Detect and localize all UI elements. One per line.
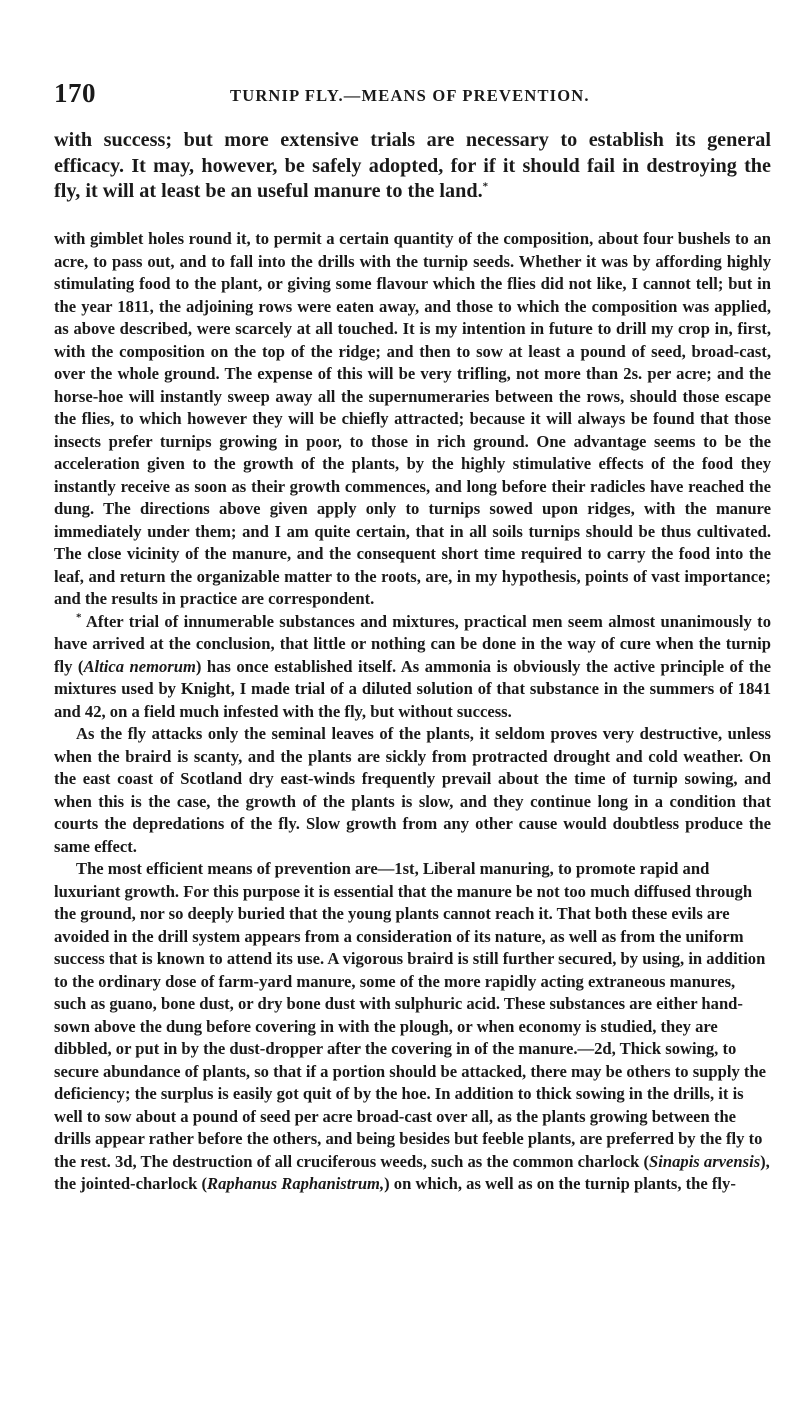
footnote-text: After trial of innumerable substances and mixtures, practical men seem almost unanimously to have arrived at the conclusion, that little or nothing can be done in the way of cure when the turnip fly (	[54, 611, 771, 676]
footnote-paragraph-3: As the fly attacks only the seminal leaves of the plants, it seldom proves very destructive, unless when the braird is scanty, and the plants are sickly from protracted drought and cold weather. On the east coast of Scotland dry east-winds frequently prevail about the time of turnip sowing, and when this is the case, the growth of the plants is slow, and they continue long in a condition that courts the depredations of the fly. Slow growth from any other cause would doubtless produce the same effect.	[54, 724, 771, 856]
footnote-text: ), the jointed-charlock (	[54, 1151, 770, 1193]
footnote-text: ) on which, as well as on the turnip plants, the fly-	[384, 1174, 736, 1193]
main-paragraph-text: with success; but more extensive trials are necessary to establish its general efficacy. It may, however, be safely adopted, for if it should fail in destroying the fly, it will at least be an useful manure to the land.	[54, 129, 771, 203]
footnote-paragraph-1: with gimblet holes round it, to permit a certain quantity of the composition, about four bushels to an acre, to pass out, and to fall into the drills with the turnip seeds. Whether it was by affording highly stimulating food to the plant, or giving some flavour which the flies did not like, I cannot tell; but in the year 1811, the adjoining rows were eaten away, and those to which the composition was applied, as above described, were scarcely at all touched. It is my intention in future to drill my crop in, first, with the composition on the top of the ridge; and then to sow at least a pound of seed, broad-cast, over the whole ground. The expense of this will be very trifling, not more than 2s. per acre; and the horse-hoe will instantly sweep away all the supernumeraries between the rows, should those escape the flies, to which however they will be chiefly attracted; because it will always be found that those insects prefer turnips growing in poor, to those in rich ground. One advantage seems to be the acceleration given to the growth of the plants, by the highly stimulative effects of the food they instantly receive as soon as their growth commences, and long before their radicles have reached the dung. The directions above given apply only to turnips sowed upon ridges, with the manure immediately under them; and I am quite certain, that in all soils turnips should be thus cultivated. The close vicinity of the manure, and the consequent short time required to carry the food into the leaf, and return the organizable matter to the roots, are, in my hypothesis, points of vast importance; and the results in practice are correspondent.	[54, 229, 771, 608]
footnote-text: ) has once established itself. As ammonia is obviously the active principle of the mixtures used by Knight, I made trial of a diluted solution of that substance in the summers of 1841 and 42, on a field much infested with the fly, but without success.	[54, 656, 771, 721]
footnote-marker: *	[76, 610, 82, 623]
species-name: Raphanus Raphanistrum,	[207, 1174, 385, 1193]
running-head: TURNIP FLY.—MEANS OF PREVENTION.	[230, 86, 590, 105]
main-paragraph	[54, 128, 771, 205]
footnote-paragraph-2	[54, 611, 771, 724]
species-name: Sinapis arvensis	[649, 1151, 761, 1171]
page-number: 170	[54, 78, 96, 108]
footnote-text: The most efficient means of prevention are—1st, Liberal manuring, to promote rapid and luxuriant growth. For this purpose it is essential that the manure be not too much diffused through the ground, nor so deeply buried that the young plants cannot reach it. That both these evils are avoided in the drill system appears from a consideration of its nature, as well as from the uniform success that is known to attend its use. A vigorous braird is still further secured, by using, in addition to the ordinary dose of farm-yard manure, some of the more rapidly acting extraneous manures, such as guano, bone dust, or dry bone dust with sulphuric acid. These substances are either hand-sown above the dung before covering in with the plough, or when economy is studied, they are dibbled, or put in by the dust-dropper after the covering in of the manure.—2d, Thick sowing, to secure abundance of plants, so that if a portion should be attacked, there may be others to supply the deficiency; the surplus is easily got quit of by the hoe. In addition to thick sowing in the drills, it is well to sow about a pound of seed per acre broad-cast over all, as the plants growing between the drills appear rather before the others, and being besides but feeble plants, are preferred by the fly to the rest. 3d, The destruction of all cruciferous weeds, such as the common charlock (	[54, 859, 767, 1171]
footnote-marker: *	[482, 180, 489, 193]
footnote-paragraph-4	[54, 858, 771, 1196]
main-text	[54, 128, 771, 205]
footnote-block	[54, 228, 771, 1196]
page-header	[54, 78, 771, 112]
species-name: Altica nemorum	[83, 656, 196, 676]
